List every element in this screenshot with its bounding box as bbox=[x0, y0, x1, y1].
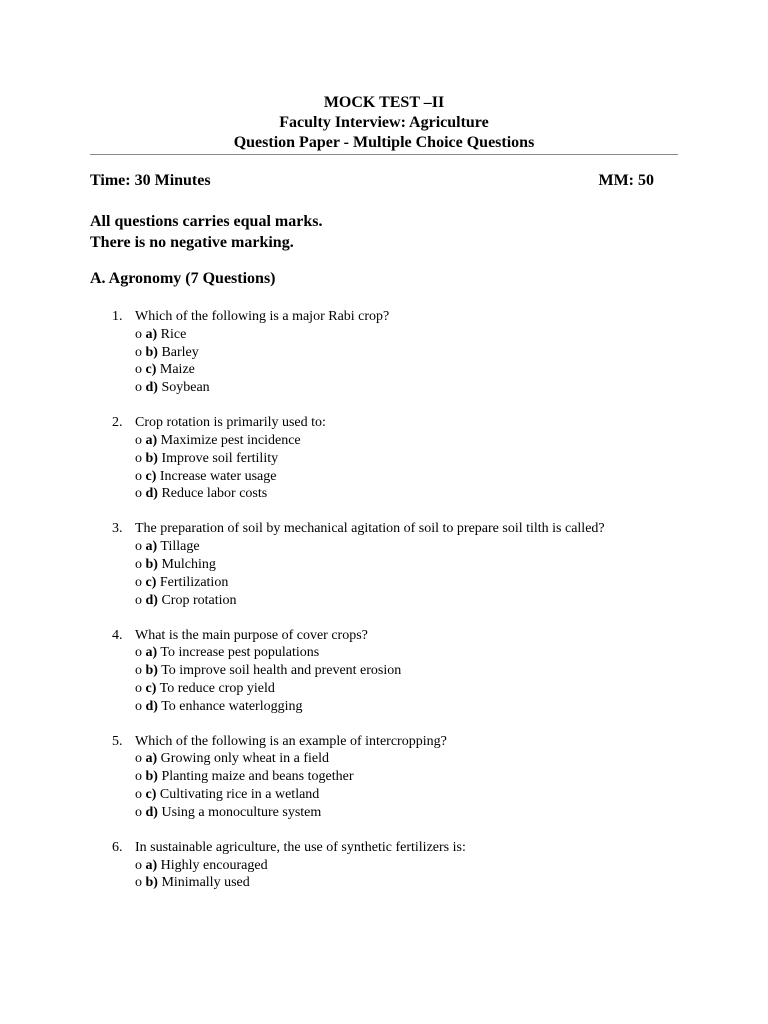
answer-option bbox=[112, 680, 732, 698]
option-bullet: o bbox=[135, 450, 142, 466]
option-letter: a) bbox=[145, 751, 158, 767]
instruction-equal-marks: All questions carries equal marks. bbox=[90, 213, 323, 230]
question-item bbox=[112, 414, 732, 503]
option-letter: a) bbox=[145, 432, 158, 448]
question-text: The preparation of soil by mechanical agitation of soil to prepare soil tilth is called? bbox=[135, 521, 605, 537]
answer-option bbox=[112, 644, 732, 662]
answer-option bbox=[112, 768, 732, 786]
option-text: Increase water usage bbox=[159, 468, 277, 484]
question-item bbox=[112, 839, 732, 892]
answer-option bbox=[112, 432, 732, 450]
exam-meta bbox=[90, 171, 654, 191]
test-title: MOCK TEST –II bbox=[323, 94, 445, 111]
option-text: Rice bbox=[160, 326, 187, 342]
option-bullet: o bbox=[135, 486, 142, 502]
option-text: Reduce labor costs bbox=[161, 486, 268, 502]
question-number: 3. bbox=[112, 521, 123, 537]
option-bullet: o bbox=[135, 326, 142, 342]
answer-option bbox=[112, 361, 732, 379]
option-letter: b) bbox=[145, 556, 158, 572]
answer-option bbox=[112, 786, 732, 804]
question-stem bbox=[112, 627, 732, 645]
interview-title: Faculty Interview: Agriculture bbox=[279, 114, 489, 131]
time-limit: Time: 30 Minutes bbox=[90, 172, 211, 189]
option-bullet: o bbox=[135, 432, 142, 448]
option-letter: d) bbox=[145, 486, 158, 502]
option-text: Soybean bbox=[161, 380, 210, 396]
option-text: Maximize pest incidence bbox=[160, 432, 301, 448]
section-title: A. Agronomy (7 Questions) bbox=[90, 270, 276, 287]
option-text: Planting maize and beans together bbox=[161, 769, 354, 785]
option-bullet: o bbox=[135, 875, 142, 891]
option-letter: a) bbox=[145, 645, 158, 661]
answer-option bbox=[112, 574, 732, 592]
option-text: Cultivating rice in a wetland bbox=[159, 787, 320, 803]
option-letter: c) bbox=[145, 468, 157, 484]
option-letter: c) bbox=[145, 362, 157, 378]
option-letter: d) bbox=[145, 380, 158, 396]
answer-option bbox=[112, 468, 732, 486]
question-item bbox=[112, 308, 732, 397]
option-letter: c) bbox=[145, 787, 157, 803]
option-letter: d) bbox=[145, 804, 158, 820]
answer-option bbox=[112, 344, 732, 362]
option-bullet: o bbox=[135, 556, 142, 572]
instruction-negative-marking: There is no negative marking. bbox=[90, 234, 294, 251]
option-letter: a) bbox=[145, 539, 158, 555]
question-number: 6. bbox=[112, 839, 123, 855]
paper-title: Question Paper - Multiple Choice Questions bbox=[233, 134, 535, 151]
document-header bbox=[90, 93, 678, 153]
answer-option bbox=[112, 538, 732, 556]
question-list bbox=[112, 308, 732, 909]
answer-option bbox=[112, 698, 732, 716]
option-text: Improve soil fertility bbox=[161, 450, 279, 466]
answer-option bbox=[112, 857, 732, 875]
max-marks: MM: 50 bbox=[598, 172, 654, 189]
option-text: To reduce crop yield bbox=[159, 680, 275, 696]
question-stem bbox=[112, 839, 732, 857]
option-text: Tillage bbox=[160, 539, 200, 555]
question-stem bbox=[112, 414, 732, 432]
option-bullet: o bbox=[135, 344, 142, 360]
option-letter: b) bbox=[145, 769, 158, 785]
answer-option bbox=[112, 556, 732, 574]
option-bullet: o bbox=[135, 574, 142, 590]
question-number: 1. bbox=[112, 309, 123, 324]
question-text: Which of the following is a major Rabi crop? bbox=[135, 309, 390, 324]
question-text: Which of the following is an example of intercropping? bbox=[135, 733, 447, 749]
option-bullet: o bbox=[135, 787, 142, 803]
option-text: To enhance waterlogging bbox=[161, 698, 303, 714]
option-text: To improve soil health and prevent erosion bbox=[161, 663, 402, 679]
option-letter: b) bbox=[145, 344, 158, 360]
option-letter: b) bbox=[145, 875, 158, 891]
option-bullet: o bbox=[135, 539, 142, 555]
option-letter: b) bbox=[145, 663, 158, 679]
option-letter: b) bbox=[145, 450, 158, 466]
option-text: Highly encouraged bbox=[160, 857, 268, 873]
option-bullet: o bbox=[135, 698, 142, 714]
question-number: 2. bbox=[112, 415, 123, 431]
answer-option bbox=[112, 874, 732, 892]
question-stem bbox=[112, 520, 732, 538]
question-number: 5. bbox=[112, 733, 123, 749]
option-text: To increase pest populations bbox=[160, 645, 320, 661]
answer-option bbox=[112, 804, 732, 822]
option-bullet: o bbox=[135, 804, 142, 820]
question-item bbox=[112, 520, 732, 609]
option-bullet: o bbox=[135, 769, 142, 785]
option-bullet: o bbox=[135, 592, 142, 608]
option-bullet: o bbox=[135, 857, 142, 873]
header-divider bbox=[90, 154, 678, 155]
question-item bbox=[112, 733, 732, 822]
question-number: 4. bbox=[112, 627, 123, 643]
option-bullet: o bbox=[135, 680, 142, 696]
option-bullet: o bbox=[135, 751, 142, 767]
answer-option bbox=[112, 326, 732, 344]
question-stem bbox=[112, 308, 732, 326]
option-bullet: o bbox=[135, 663, 142, 679]
question-text: Crop rotation is primarily used to: bbox=[135, 415, 326, 431]
answer-option bbox=[112, 485, 732, 503]
answer-option bbox=[112, 592, 732, 610]
question-text: What is the main purpose of cover crops? bbox=[135, 627, 368, 643]
option-text: Growing only wheat in a field bbox=[160, 751, 330, 767]
option-text: Barley bbox=[161, 344, 199, 360]
option-letter: c) bbox=[145, 574, 157, 590]
option-letter: d) bbox=[145, 698, 158, 714]
answer-option bbox=[112, 379, 732, 397]
option-bullet: o bbox=[135, 645, 142, 661]
option-bullet: o bbox=[135, 362, 142, 378]
instructions bbox=[90, 211, 322, 253]
option-bullet: o bbox=[135, 380, 142, 396]
option-text: Fertilization bbox=[159, 574, 229, 590]
option-text: Using a monoculture system bbox=[161, 804, 322, 820]
option-bullet: o bbox=[135, 468, 142, 484]
option-text: Mulching bbox=[161, 556, 216, 572]
question-stem bbox=[112, 733, 732, 751]
option-letter: a) bbox=[145, 857, 158, 873]
option-letter: a) bbox=[145, 326, 158, 342]
option-letter: c) bbox=[145, 680, 157, 696]
option-text: Crop rotation bbox=[161, 592, 237, 608]
option-letter: d) bbox=[145, 592, 158, 608]
answer-option bbox=[112, 450, 732, 468]
question-item bbox=[112, 627, 732, 716]
option-text: Maize bbox=[159, 362, 195, 378]
option-text: Minimally used bbox=[161, 875, 250, 891]
answer-option bbox=[112, 662, 732, 680]
answer-option bbox=[112, 750, 732, 768]
question-text: In sustainable agriculture, the use of synthetic fertilizers is: bbox=[135, 839, 466, 855]
